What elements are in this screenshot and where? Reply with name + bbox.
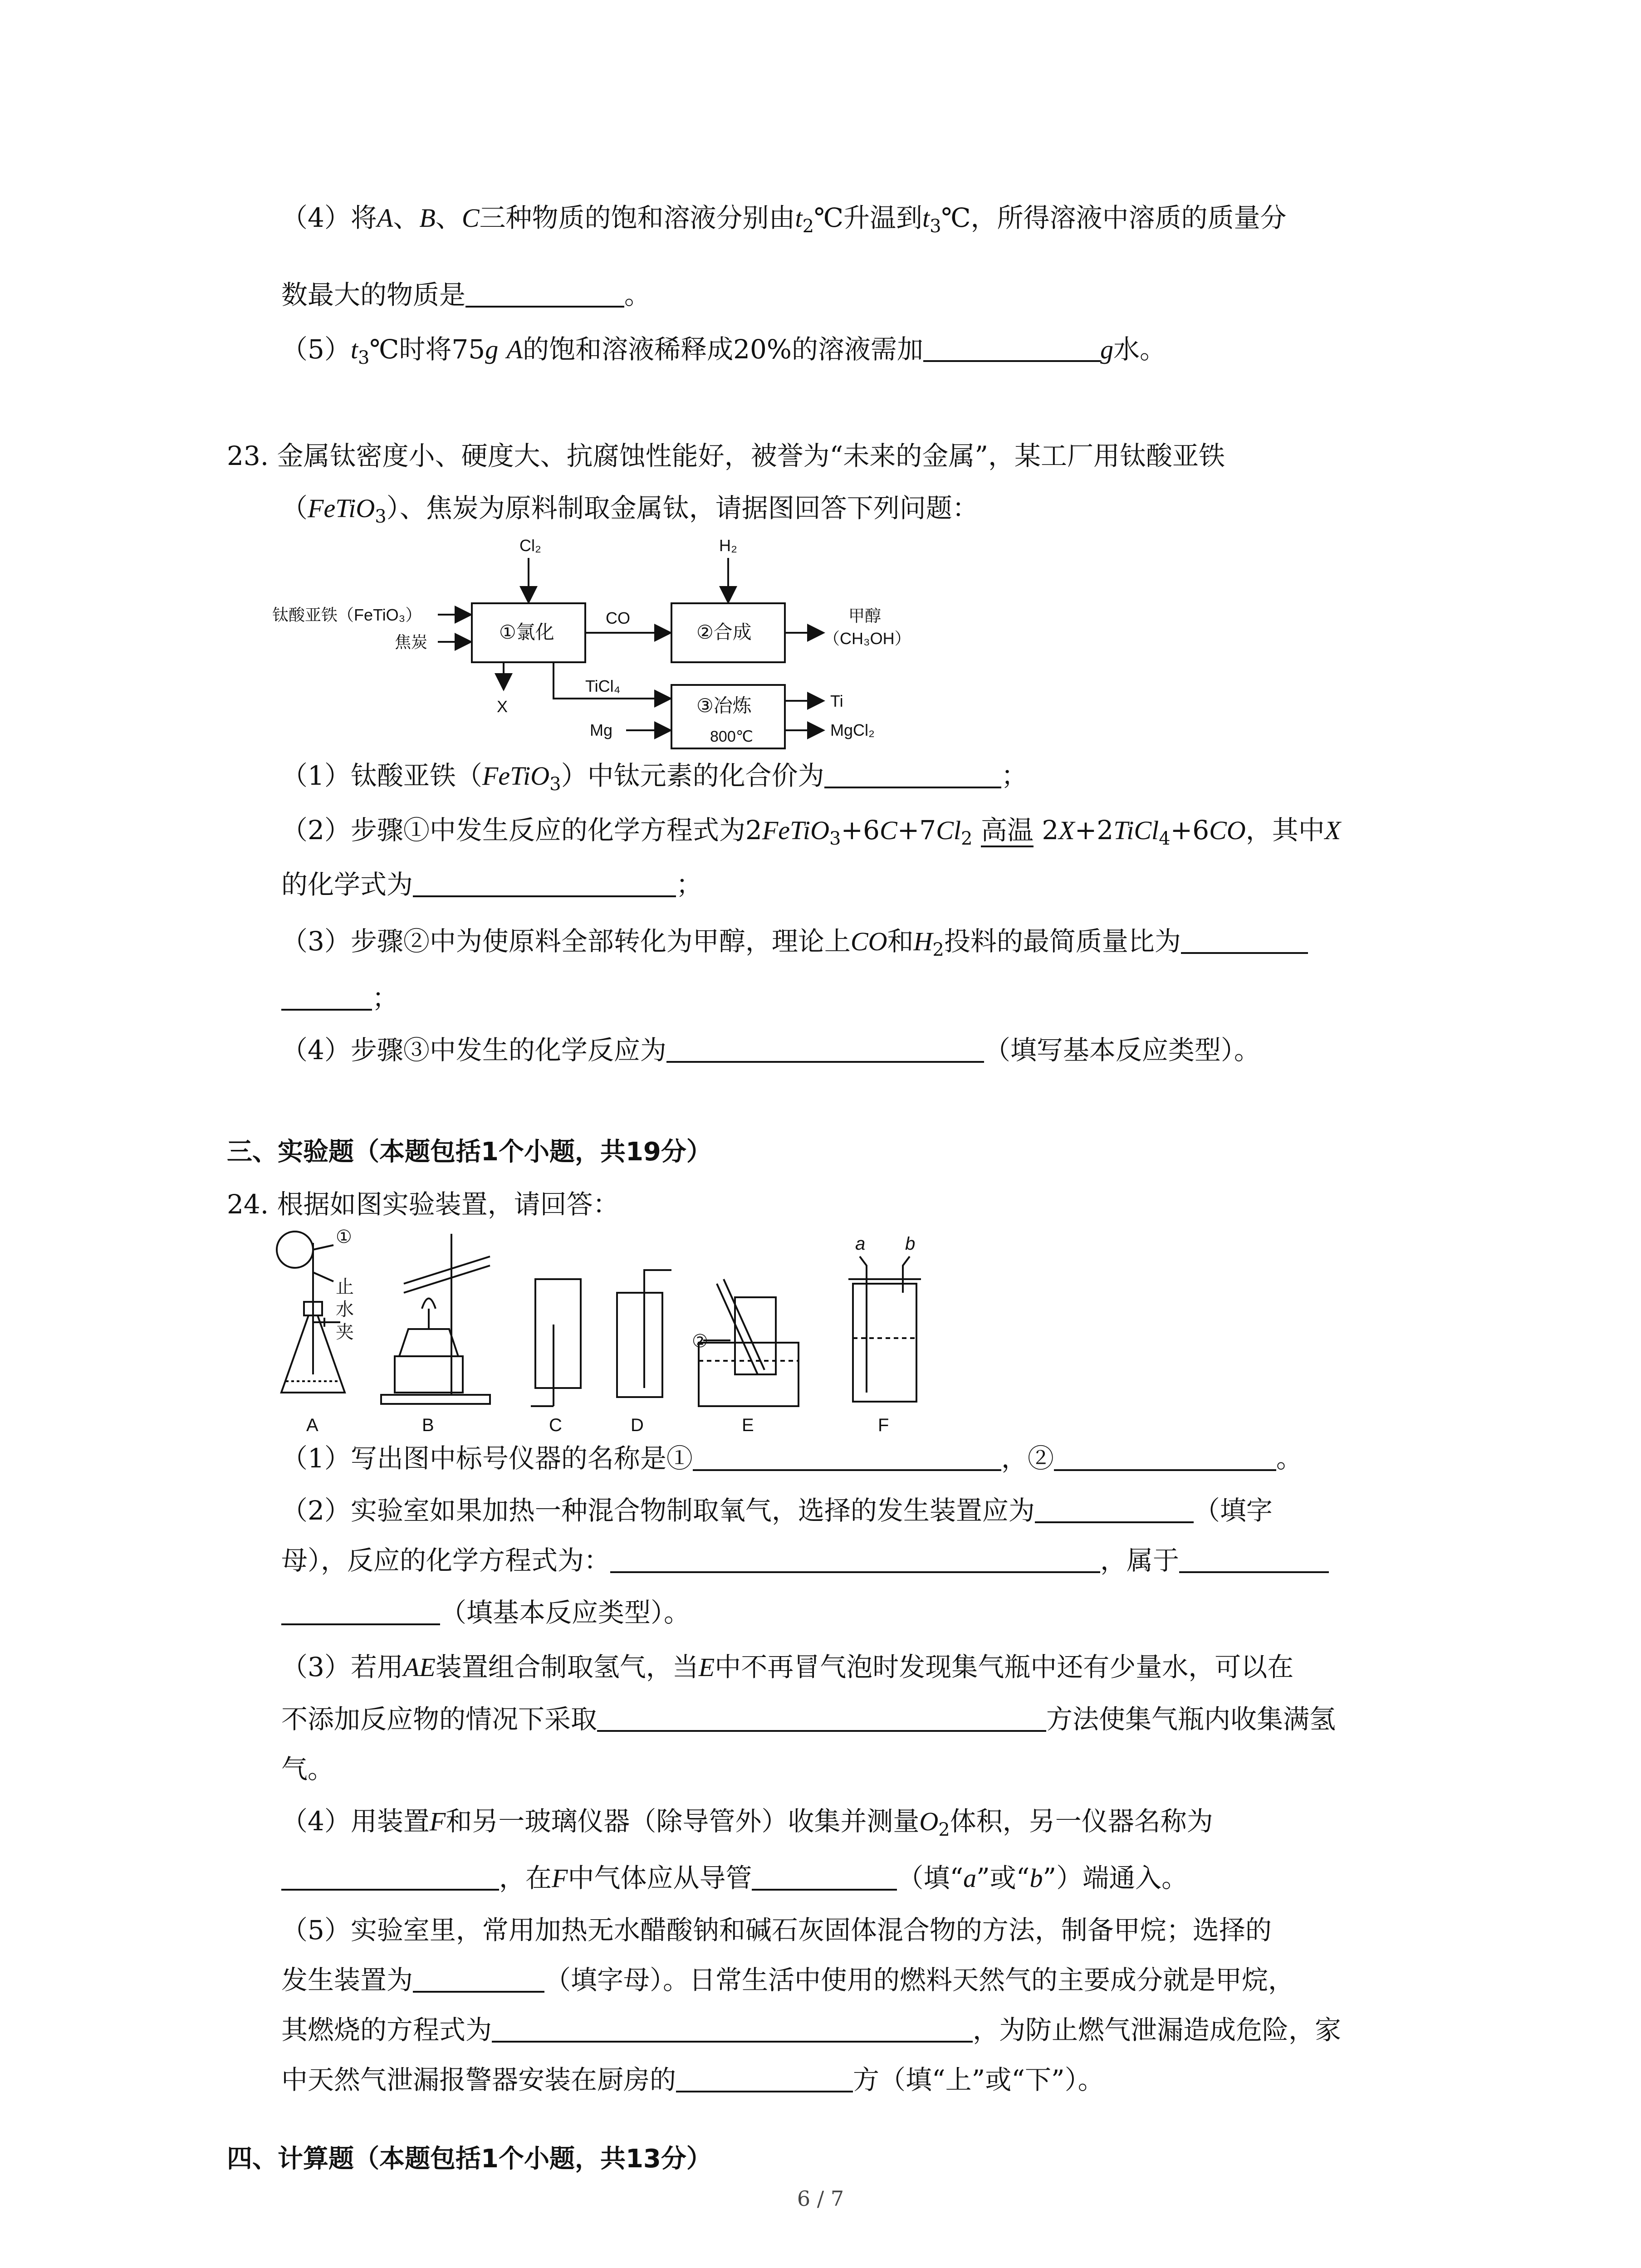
cl2-label: Cl₂ xyxy=(519,536,541,555)
q23-part3-line2: ； xyxy=(281,980,398,1016)
f-port-b: b xyxy=(905,1234,916,1254)
mark-2: ② xyxy=(692,1331,708,1351)
q24-part3-line3: 气。 xyxy=(281,1754,334,1784)
q23-stem-line2: （FeTiO$_3$）、焦炭为原料制取金属钛，请据图回答下列问题： xyxy=(281,493,979,527)
label-c: C xyxy=(549,1415,562,1435)
answer-blank[interactable] xyxy=(465,279,624,308)
step3-label: ③冶炼 xyxy=(696,695,752,716)
lab-apparatus-figure xyxy=(268,1225,971,1438)
h2-label: H₂ xyxy=(719,536,737,555)
answer-blank[interactable] xyxy=(413,868,676,897)
q24-part4-line1: （4）用装置F和另一玻璃仪器（除导管外）收集并测量$O_2$体积，另一仪器名称为 xyxy=(281,1806,1213,1840)
q22-part5: $(5)t_3℃$时将75g A的饱和溶液稀释成20%的溶液需加 g水。 xyxy=(281,334,1166,368)
q24-part3-line2: 不添加反应物的情况下采取 方法使集气瓶内收集满氢 xyxy=(281,1704,1336,1735)
q24-stem: 24. 根据如图实验装置，请回答： xyxy=(227,1189,619,1220)
label-a: A xyxy=(306,1415,318,1435)
answer-blank[interactable] xyxy=(281,1862,499,1891)
ticl4-label: TiCl₄ xyxy=(585,677,621,695)
label-f: F xyxy=(878,1415,889,1435)
answer-blank[interactable] xyxy=(1054,1442,1276,1471)
apparatus-d xyxy=(617,1270,671,1397)
ti-label: Ti xyxy=(830,692,843,710)
q24-part1: （1）写出图中标号仪器的名称是① ，② 。 xyxy=(281,1443,1303,1474)
answer-blank[interactable] xyxy=(1181,925,1308,954)
reaction-condition: 高温 xyxy=(981,815,1034,847)
f-port-a: a xyxy=(855,1234,866,1254)
q24-part2-line1: （2）实验室如果加热一种混合物制取氧气，选择的发生装置应为 （填字 xyxy=(281,1495,1273,1526)
answer-blank[interactable] xyxy=(610,1544,1100,1573)
methanol-label: 甲醇 xyxy=(848,606,882,625)
q24-part2-line2: 母），反应的化学方程式为： ，属于 xyxy=(281,1542,1329,1579)
page-number: 6 / 7 xyxy=(797,2186,844,2211)
co-label: CO xyxy=(606,609,630,627)
label-d: D xyxy=(631,1415,644,1435)
q23-part1: （1）钛酸亚铁（FeTiO$_3$）中钛元素的化合价为 ； xyxy=(281,760,1028,795)
answer-blank[interactable] xyxy=(676,2063,853,2092)
mg-label: Mg xyxy=(590,721,613,739)
apparatus-b xyxy=(381,1234,490,1404)
q22-part4-line2: 数最大的物质是 。 xyxy=(281,279,651,310)
section-3-heading: 三、实验题（本题包括1个小题，共19分） xyxy=(227,1137,712,1167)
answer-blank[interactable] xyxy=(693,1442,1001,1471)
apparatus-f xyxy=(848,1256,921,1402)
clamp-char-1: 止 xyxy=(336,1277,354,1297)
answer-blank[interactable] xyxy=(413,1964,544,1993)
step1-label: ①氯化 xyxy=(499,621,554,643)
answer-blank[interactable] xyxy=(597,1703,1046,1732)
mgcl2-label: MgCl₂ xyxy=(830,721,875,739)
answer-blank[interactable] xyxy=(752,1862,897,1891)
answer-blank[interactable] xyxy=(281,982,372,1011)
input1-label: 钛酸亚铁（FeTiO₃） xyxy=(272,606,422,624)
input2-label: 焦炭 xyxy=(395,633,428,651)
answer-blank[interactable] xyxy=(1035,1494,1194,1523)
answer-blank[interactable] xyxy=(923,333,1100,362)
q24-part5-line3: 其燃烧的方程式为 ，为防止燃气泄漏造成危险，家 xyxy=(281,2014,1342,2045)
apparatus-c xyxy=(531,1279,581,1406)
apparatus-a xyxy=(277,1232,345,1393)
section-4-heading: 四、计算题（本题包括1个小题，共13分） xyxy=(227,2144,712,2174)
temp-label: 800℃ xyxy=(710,728,753,745)
q24-part5-line4: 中天然气泄漏报警器安装在厨房的 方（填“上”或“下”）。 xyxy=(281,2064,1104,2095)
label-e: E xyxy=(742,1415,754,1435)
q23-part3-line1: （3）步骤②中为使原料全部转化为甲醇，理论上CO和$H_2$投料的最简质量比为 xyxy=(281,923,1308,968)
apparatus-e xyxy=(699,1279,798,1406)
mark-1: ① xyxy=(336,1227,352,1247)
answer-blank[interactable] xyxy=(492,2014,973,2043)
q24-part2-line3: （填基本反应类型）。 xyxy=(281,1594,690,1631)
q24-part5-line2: 发生装置为 （填字母）。日常生活中使用的燃料天然气的主要成分就是甲烷， xyxy=(281,1965,1295,1995)
answer-blank[interactable] xyxy=(824,759,1001,788)
titanium-process-flowchart xyxy=(272,531,953,758)
q22-part4-line1: （4）将A、B、C三种物质的饱和溶液分别由$t_2℃$升温到$t_3℃$，所得溶液中溶质的质量分 xyxy=(281,202,1287,237)
clamp-char-2: 水 xyxy=(336,1300,354,1320)
q24-part4-line2: ，在F中气体应从导管 （填“a”或“b”）端通入。 xyxy=(281,1860,1188,1897)
answer-blank[interactable] xyxy=(1179,1544,1329,1573)
q23-part4: （4）步骤③中发生的化学反应为 （填写基本反应类型）。 xyxy=(281,1035,1260,1066)
q23-part2-line2: 的化学式为 ； xyxy=(281,869,703,900)
clamp-char-3: 夹 xyxy=(336,1322,354,1342)
q24-part5-line1: （5）实验室里，常用加热无水醋酸钠和碱石灰固体混合物的方法，制备甲烷；选择的 xyxy=(281,1915,1272,1945)
q23-part2-line1: （2）步骤①中发生反应的化学方程式为$2FeTiO_3+6C+7Cl_2$ 高温 2X+2TiCl$_4$+6CO，其中X xyxy=(281,815,1341,849)
answer-blank[interactable] xyxy=(281,1596,440,1625)
label-b: B xyxy=(422,1415,434,1435)
step2-label: ②合成 xyxy=(696,621,752,643)
answer-blank[interactable] xyxy=(666,1034,984,1063)
q24-part3-line1: （3）若用AE装置组合制取氢气，当E中不再冒气泡时发现集气瓶中还有少量水，可以在 xyxy=(281,1652,1294,1682)
x-label: X xyxy=(497,697,508,716)
methanol-formula-label: （CH₃OH） xyxy=(823,629,911,648)
q23-stem-line1: 23. 金属钛密度小、硬度大、抗腐蚀性能好，被誉为“未来的金属”，某工厂用钛酸亚铁 xyxy=(227,440,1225,471)
